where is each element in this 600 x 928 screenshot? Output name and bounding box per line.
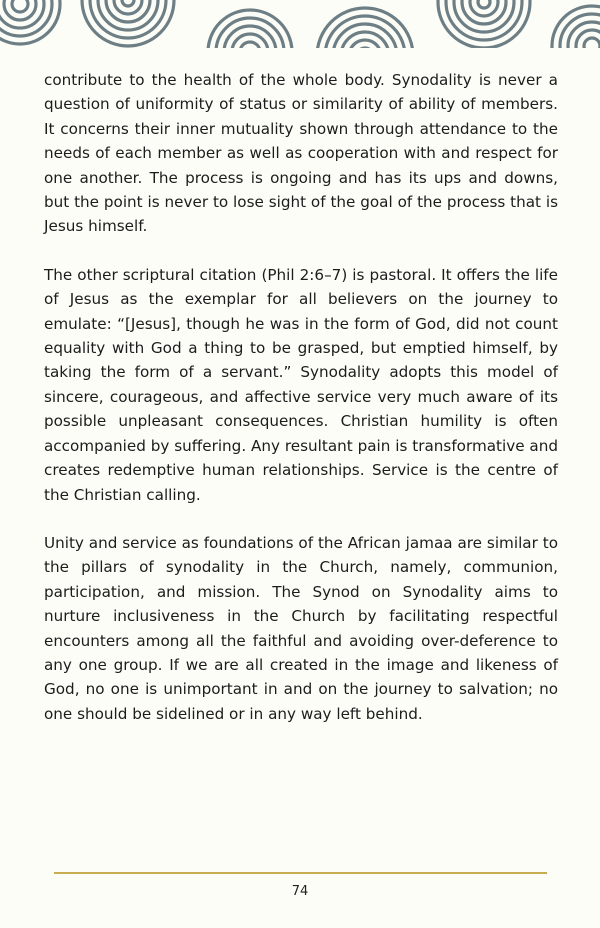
pattern-ring: [446, 0, 522, 40]
pattern-ring: [4, 0, 36, 20]
pattern-ring: [317, 8, 413, 50]
header-arc-pattern: [0, 0, 600, 50]
paragraph-1: contribute to the health of the whole body. Synodality is never a question of uniformity of status or similarity of ability of members. It concerns their inner mutuality shown through attendance to the needs of each member as well as cooperation with and respect for one another. The process is ongoing and has its ups and downs, but the point is never to lose sight of the goal of the process that is Jesus himself.: [44, 71, 558, 236]
pattern-ring: [208, 10, 292, 50]
body-text: [44, 68, 558, 750]
footer-rule: [54, 872, 547, 874]
paragraph-3: Unity and service as foundations of the African jamaa are similar to the pillars of synodality in the Church, namely, communion, participation, and mission. The Synod on Synodality aims to nurture inclusiveness in the Church by facilitating respectful encounters among all the faithful and avoiding over-deference to any one group. If we are all created in the image and likeness of God, no one is unimportant in and on the journey to salvation; no one should be sidelined or in any way left behind.: [44, 533, 558, 723]
pattern-ring: [357, 48, 373, 50]
pattern-ring: [240, 42, 260, 50]
pattern-ring: [349, 40, 381, 50]
pattern-ring: [478, 0, 490, 8]
pattern-ring: [12, 0, 28, 12]
paragraph-2: The other scriptural citation (Phil 2:6–7) is pastoral. It offers the life of Jesus as the exemplar for all believers on the journey to emulate: “[Jesus], though he was in the form of God, did not count equality with God a thing to be grasped, but emptied himself, by taking the form of a servant.” Synodality adopts this model of sincere, courageous, and affective service very much aware of its possible unpleasant consequences. Christian humility is often accompanied by suffering. Any resultant pain is transformative and creates redemptive human relationships. Service is the centre of the Christian calling.: [44, 265, 558, 504]
pattern-ring: [106, 0, 150, 22]
pattern-ring: [122, 0, 134, 6]
pattern-ring: [584, 38, 600, 50]
pattern-ring: [560, 14, 600, 50]
page-number: 74: [291, 884, 309, 899]
